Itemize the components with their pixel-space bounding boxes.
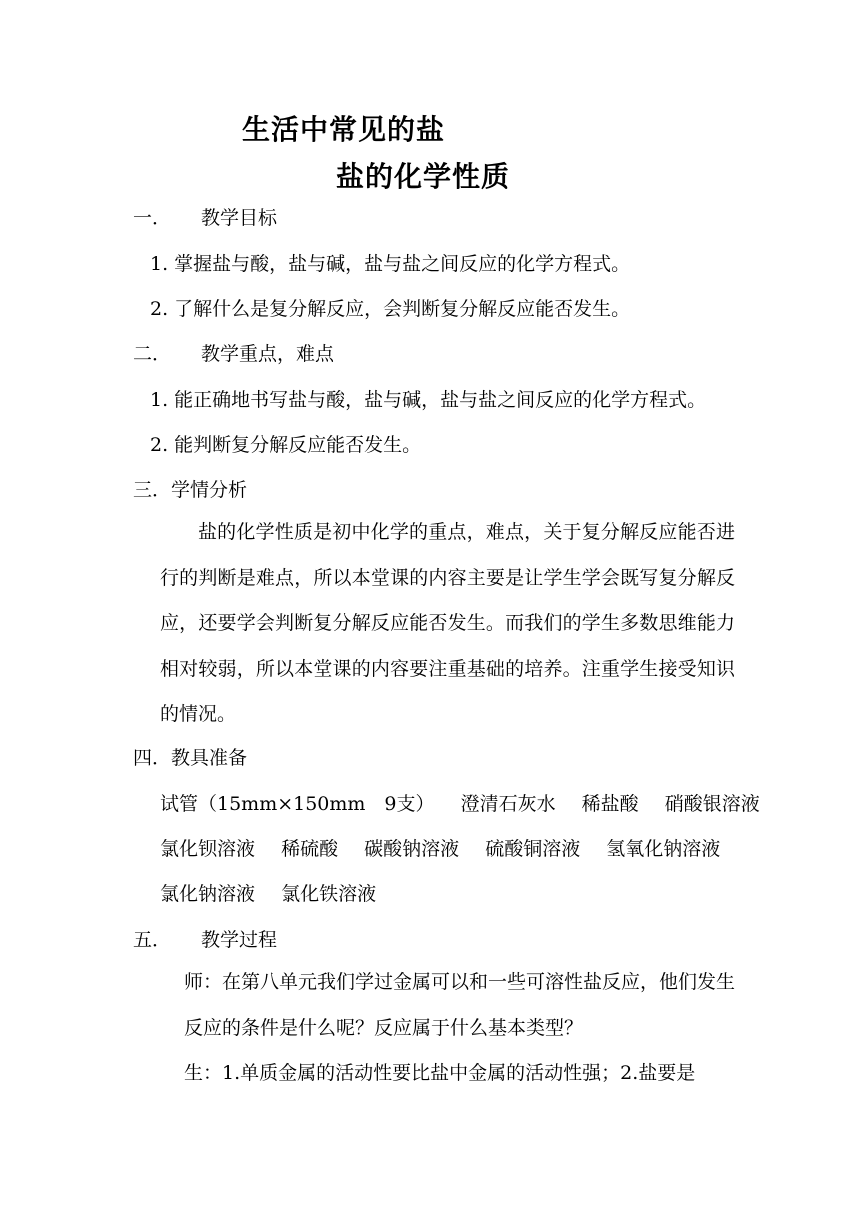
document-title: 生活中常见的盐 bbox=[242, 113, 446, 146]
material-item: 碳酸钠溶液 bbox=[364, 838, 460, 860]
material-item: 硝酸银溶液 bbox=[664, 793, 760, 815]
materials-row-3 bbox=[160, 882, 396, 906]
document-subtitle: 盐的化学性质 bbox=[336, 160, 511, 193]
section-5-heading bbox=[133, 928, 277, 952]
section-2-title: 教学重点，难点 bbox=[201, 343, 335, 365]
section-1-heading bbox=[133, 206, 277, 230]
section-2-number: 二． bbox=[133, 343, 172, 365]
materials-row-2 bbox=[160, 837, 720, 861]
material-item: 稀硫酸 bbox=[281, 838, 339, 860]
material-item: 氯化钡溶液 bbox=[160, 838, 256, 860]
material-item: 试管（15mm×150mm 9支） bbox=[160, 793, 435, 815]
student-dialogue: 生：1.单质金属的活动性要比盐中金属的活动性强；2.盐要是 bbox=[184, 1062, 696, 1084]
material-item: 氯化铁溶液 bbox=[281, 883, 377, 905]
teacher-dialogue: 师：在第八单元我们学过金属可以和一些可溶性盐反应，他们发生反应的条件是什么呢？反应属于什么基本类型？ bbox=[184, 971, 736, 1039]
keypoint-item-2: 2. 能判断复分解反应能否发生。 bbox=[150, 434, 422, 456]
section-1-title: 教学目标 bbox=[201, 207, 278, 229]
section-5-number: 五． bbox=[133, 929, 172, 951]
material-item: 氯化钠溶液 bbox=[160, 883, 256, 905]
material-item: 氢氧化钠溶液 bbox=[606, 838, 721, 860]
objective-item-1: 1. 掌握盐与酸，盐与碱，盐与盐之间反应的化学方程式。 bbox=[150, 253, 631, 275]
section-4-heading: 四．教具准备 bbox=[133, 747, 248, 769]
objective-item-2: 2. 了解什么是复分解反应，会判断复分解反应能否发生。 bbox=[150, 298, 631, 320]
material-item: 稀盐酸 bbox=[581, 793, 639, 815]
material-item: 澄清石灰水 bbox=[460, 793, 556, 815]
keypoint-item-1: 1. 能正确地书写盐与酸，盐与碱，盐与盐之间反应的化学方程式。 bbox=[150, 389, 707, 411]
analysis-paragraph: 盐的化学性质是初中化学的重点，难点，关于复分解反应能否进行的判断是难点，所以本堂课的内容主要是让学生学会既写复分解反应，还要学会判断复分解反应能否发生。而我们的学生多数思维能力相对较弱，所以本堂课的内容要注重基础的培养。注重学生接受知识的情况。 bbox=[160, 521, 735, 725]
materials-row-1 bbox=[160, 792, 760, 816]
section-1-number: 一． bbox=[133, 207, 172, 229]
section-3-heading: 三．学情分析 bbox=[133, 479, 248, 501]
material-item: 硫酸铜溶液 bbox=[485, 838, 581, 860]
section-5-title: 教学过程 bbox=[201, 929, 278, 951]
section-2-heading bbox=[133, 342, 334, 366]
